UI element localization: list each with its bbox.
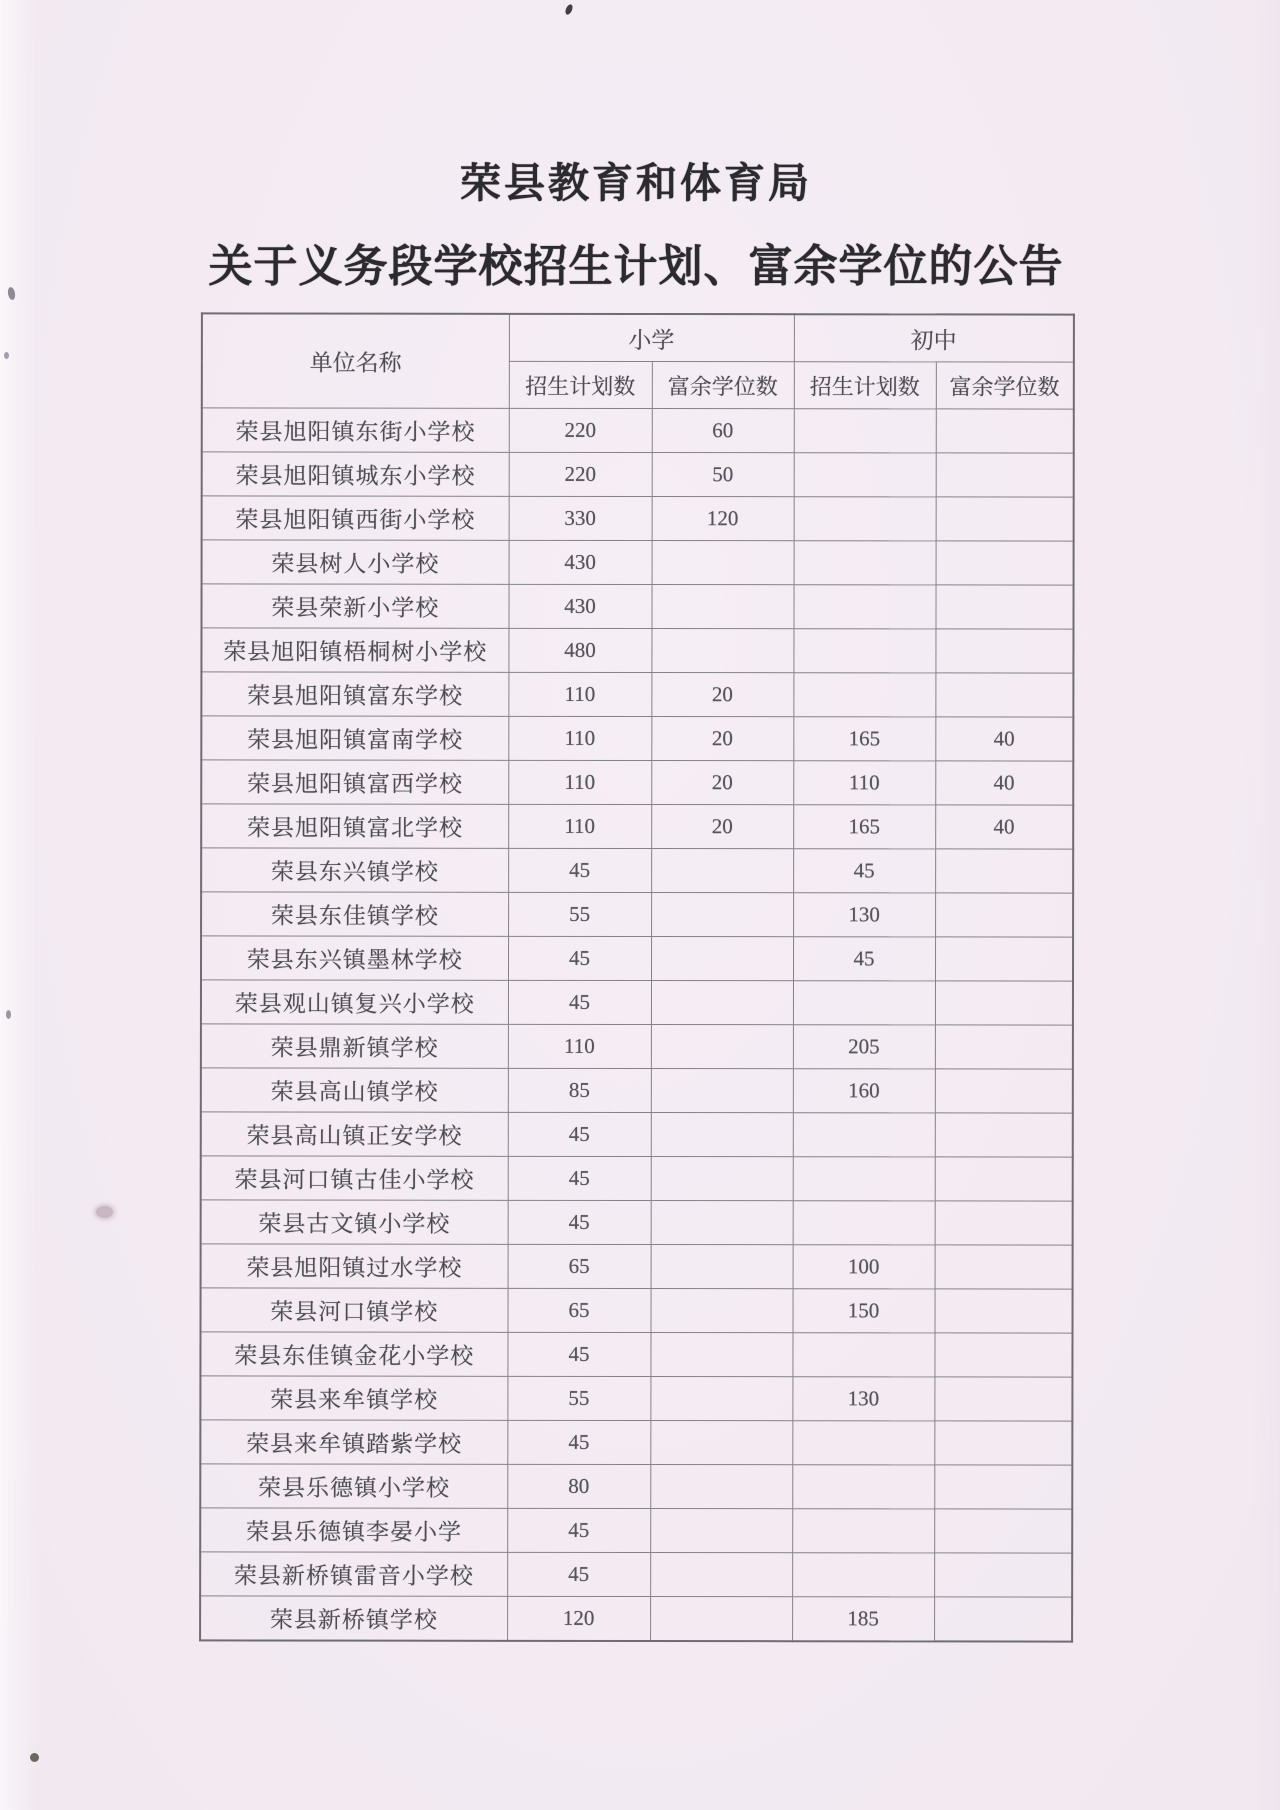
header-primary-surplus: 富余学位数 bbox=[652, 362, 794, 409]
unit-name-cell: 荣县旭阳镇富西学校 bbox=[201, 760, 508, 804]
junior-surplus-cell bbox=[935, 981, 1073, 1025]
unit-name-cell: 荣县河口镇学校 bbox=[201, 1288, 508, 1332]
junior-plan-cell bbox=[793, 981, 935, 1025]
table-body bbox=[200, 408, 1074, 1641]
primary-plan-cell: 110 bbox=[508, 1024, 651, 1068]
primary-surplus-cell bbox=[652, 541, 794, 585]
scan-speck bbox=[564, 3, 574, 15]
header-junior-surplus: 富余学位数 bbox=[936, 362, 1074, 409]
junior-surplus-cell bbox=[935, 1201, 1073, 1245]
unit-name-cell: 荣县旭阳镇富南学校 bbox=[201, 716, 508, 760]
junior-plan-cell bbox=[792, 1421, 934, 1465]
primary-surplus-cell: 120 bbox=[652, 497, 794, 541]
primary-surplus-cell bbox=[650, 1377, 792, 1421]
primary-plan-cell: 330 bbox=[509, 496, 652, 540]
table-header bbox=[202, 313, 1074, 409]
scan-speck bbox=[4, 352, 9, 359]
primary-plan-cell: 45 bbox=[508, 848, 651, 892]
header-unit-name: 单位名称 bbox=[202, 313, 509, 408]
junior-plan-cell bbox=[794, 497, 936, 541]
primary-surplus-cell: 50 bbox=[652, 453, 794, 497]
junior-plan-cell bbox=[794, 541, 936, 585]
unit-name-cell: 荣县旭阳镇过水学校 bbox=[201, 1244, 508, 1288]
table-row bbox=[201, 1200, 1073, 1245]
junior-surplus-cell bbox=[935, 1245, 1073, 1289]
primary-surplus-cell bbox=[651, 893, 793, 937]
junior-plan-cell bbox=[793, 1201, 935, 1245]
enrollment-table bbox=[199, 312, 1075, 1642]
junior-surplus-cell bbox=[935, 1157, 1073, 1201]
table-row bbox=[200, 1596, 1072, 1641]
junior-plan-cell: 165 bbox=[793, 805, 935, 849]
junior-surplus-cell bbox=[935, 629, 1073, 673]
unit-name-cell: 荣县鼎新镇学校 bbox=[201, 1024, 508, 1068]
junior-surplus-cell bbox=[936, 453, 1074, 497]
junior-plan-cell bbox=[793, 585, 935, 629]
junior-plan-cell: 100 bbox=[793, 1245, 935, 1289]
primary-surplus-cell bbox=[651, 585, 793, 629]
unit-name-cell: 荣县来牟镇学校 bbox=[200, 1376, 507, 1420]
table-row bbox=[200, 1420, 1072, 1465]
table-row bbox=[202, 540, 1074, 585]
table-row bbox=[201, 936, 1073, 981]
junior-plan-cell: 160 bbox=[793, 1069, 935, 1113]
unit-name-cell: 荣县旭阳镇东街小学校 bbox=[202, 408, 509, 452]
primary-surplus-cell bbox=[651, 1201, 793, 1245]
table-row bbox=[201, 848, 1073, 893]
unit-name-cell: 荣县古文镇小学校 bbox=[201, 1200, 508, 1244]
scan-speck bbox=[30, 1753, 39, 1762]
junior-surplus-cell bbox=[934, 1553, 1072, 1597]
junior-surplus-cell bbox=[935, 1025, 1073, 1069]
table-row bbox=[202, 496, 1074, 541]
primary-surplus-cell: 20 bbox=[651, 761, 793, 805]
table-row bbox=[202, 452, 1074, 497]
table-row bbox=[201, 1068, 1073, 1113]
table-row bbox=[200, 1508, 1072, 1553]
unit-name-cell: 荣县荣新小学校 bbox=[201, 584, 508, 628]
table-row bbox=[201, 804, 1073, 849]
header-junior-plan: 招生计划数 bbox=[794, 362, 936, 409]
primary-plan-cell: 65 bbox=[508, 1288, 651, 1332]
junior-surplus-cell bbox=[936, 541, 1074, 585]
primary-plan-cell: 55 bbox=[507, 1376, 650, 1420]
primary-plan-cell: 45 bbox=[508, 1156, 651, 1200]
unit-name-cell: 荣县高山镇学校 bbox=[201, 1068, 508, 1112]
primary-plan-cell: 85 bbox=[508, 1068, 651, 1112]
primary-plan-cell: 45 bbox=[508, 980, 651, 1024]
document-header bbox=[200, 150, 1072, 294]
table-row bbox=[201, 584, 1073, 629]
junior-plan-cell: 110 bbox=[793, 761, 935, 805]
junior-plan-cell: 130 bbox=[792, 1377, 934, 1421]
table-row bbox=[201, 1112, 1073, 1157]
primary-surplus-cell: 20 bbox=[651, 673, 793, 717]
primary-plan-cell: 55 bbox=[508, 892, 651, 936]
unit-name-cell: 荣县旭阳镇富北学校 bbox=[201, 804, 508, 848]
unit-name-cell: 荣县高山镇正安学校 bbox=[201, 1112, 508, 1156]
primary-surplus-cell bbox=[650, 1333, 792, 1377]
junior-plan-cell bbox=[793, 673, 935, 717]
scan-speck bbox=[7, 286, 16, 300]
primary-plan-cell: 45 bbox=[508, 936, 651, 980]
table-row bbox=[200, 1552, 1072, 1597]
primary-surplus-cell bbox=[651, 981, 793, 1025]
unit-name-cell: 荣县旭阳镇梧桐树小学校 bbox=[201, 628, 508, 672]
primary-surplus-cell bbox=[651, 1069, 793, 1113]
junior-surplus-cell bbox=[935, 893, 1073, 937]
unit-name-cell: 荣县旭阳镇西街小学校 bbox=[202, 496, 509, 540]
table-row bbox=[202, 408, 1074, 453]
junior-plan-cell: 45 bbox=[793, 849, 935, 893]
primary-plan-cell: 45 bbox=[507, 1332, 650, 1376]
primary-plan-cell: 220 bbox=[509, 408, 652, 452]
junior-plan-cell bbox=[793, 1157, 935, 1201]
primary-surplus-cell bbox=[650, 1465, 792, 1509]
primary-surplus-cell: 20 bbox=[651, 805, 793, 849]
table-row bbox=[200, 1464, 1072, 1509]
unit-name-cell: 荣县新桥镇学校 bbox=[200, 1596, 507, 1640]
unit-name-cell: 荣县乐德镇小学校 bbox=[200, 1464, 507, 1508]
unit-name-cell: 荣县东佳镇学校 bbox=[201, 892, 508, 936]
junior-surplus-cell bbox=[935, 849, 1073, 893]
primary-surplus-cell bbox=[650, 1597, 792, 1641]
unit-name-cell: 荣县东兴镇学校 bbox=[201, 848, 508, 892]
primary-plan-cell: 110 bbox=[508, 804, 651, 848]
junior-surplus-cell bbox=[934, 1509, 1072, 1553]
primary-surplus-cell: 60 bbox=[652, 409, 794, 453]
unit-name-cell: 荣县河口镇古佳小学校 bbox=[201, 1156, 508, 1200]
junior-surplus-cell bbox=[935, 585, 1073, 629]
primary-plan-cell: 45 bbox=[507, 1552, 650, 1596]
table-row bbox=[201, 628, 1073, 673]
table-row bbox=[201, 716, 1073, 761]
junior-plan-cell: 45 bbox=[793, 937, 935, 981]
unit-name-cell: 荣县新桥镇雷音小学校 bbox=[200, 1552, 507, 1596]
junior-plan-cell bbox=[792, 1509, 934, 1553]
primary-plan-cell: 480 bbox=[508, 628, 651, 672]
table-row bbox=[201, 1244, 1073, 1289]
primary-surplus-cell bbox=[651, 629, 793, 673]
table-row bbox=[201, 760, 1073, 805]
table-row bbox=[201, 1288, 1073, 1333]
primary-plan-cell: 220 bbox=[509, 452, 652, 496]
table-row bbox=[201, 672, 1073, 717]
junior-plan-cell: 150 bbox=[793, 1289, 935, 1333]
junior-surplus-cell: 40 bbox=[935, 805, 1073, 849]
primary-plan-cell: 45 bbox=[508, 1112, 651, 1156]
primary-surplus-cell bbox=[650, 1553, 792, 1597]
junior-plan-cell bbox=[794, 453, 936, 497]
junior-surplus-cell bbox=[936, 409, 1074, 453]
header-group-primary: 小学 bbox=[509, 314, 794, 362]
title-line-2: 关于义务段学校招生计划、富余学位的公告 bbox=[208, 242, 1064, 291]
primary-plan-cell: 45 bbox=[508, 1200, 651, 1244]
unit-name-cell: 荣县旭阳镇富东学校 bbox=[201, 672, 508, 716]
primary-surplus-cell bbox=[651, 1289, 793, 1333]
junior-plan-cell bbox=[792, 1465, 934, 1509]
unit-name-cell: 荣县乐德镇李晏小学 bbox=[200, 1508, 507, 1552]
primary-plan-cell: 110 bbox=[508, 716, 651, 760]
junior-plan-cell: 130 bbox=[793, 893, 935, 937]
primary-surplus-cell: 20 bbox=[651, 717, 793, 761]
junior-plan-cell bbox=[792, 1553, 934, 1597]
primary-plan-cell: 65 bbox=[508, 1244, 651, 1288]
junior-surplus-cell bbox=[936, 497, 1074, 541]
junior-surplus-cell bbox=[934, 1597, 1072, 1641]
primary-plan-cell: 80 bbox=[507, 1464, 650, 1508]
primary-plan-cell: 45 bbox=[507, 1508, 650, 1552]
header-primary-plan: 招生计划数 bbox=[509, 361, 652, 408]
primary-plan-cell: 120 bbox=[507, 1596, 650, 1640]
primary-plan-cell: 45 bbox=[507, 1420, 650, 1464]
junior-surplus-cell: 40 bbox=[935, 717, 1073, 761]
primary-plan-cell: 110 bbox=[508, 760, 651, 804]
scan-speck bbox=[96, 1206, 113, 1218]
junior-surplus-cell bbox=[934, 1377, 1072, 1421]
junior-surplus-cell bbox=[934, 1421, 1072, 1465]
table-row bbox=[201, 892, 1073, 937]
junior-plan-cell bbox=[794, 409, 936, 453]
unit-name-cell: 荣县来牟镇踏紫学校 bbox=[200, 1420, 507, 1464]
primary-surplus-cell bbox=[651, 1113, 793, 1157]
junior-surplus-cell bbox=[935, 1113, 1073, 1157]
primary-surplus-cell bbox=[651, 1157, 793, 1201]
primary-surplus-cell bbox=[651, 1025, 793, 1069]
junior-surplus-cell bbox=[934, 1333, 1072, 1377]
junior-surplus-cell bbox=[934, 1465, 1072, 1509]
primary-plan-cell: 110 bbox=[508, 672, 651, 716]
table-row bbox=[201, 1156, 1073, 1201]
primary-surplus-cell bbox=[651, 937, 793, 981]
header-group-junior: 初中 bbox=[794, 314, 1074, 362]
primary-surplus-cell bbox=[651, 1245, 793, 1289]
junior-surplus-cell bbox=[935, 937, 1073, 981]
unit-name-cell: 荣县树人小学校 bbox=[202, 540, 509, 584]
unit-name-cell: 荣县东佳镇金花小学校 bbox=[200, 1332, 507, 1376]
junior-plan-cell bbox=[793, 629, 935, 673]
junior-plan-cell: 185 bbox=[792, 1597, 934, 1641]
primary-surplus-cell bbox=[650, 1509, 792, 1553]
unit-name-cell: 荣县观山镇复兴小学校 bbox=[201, 980, 508, 1024]
unit-name-cell: 荣县东兴镇墨林学校 bbox=[201, 936, 508, 980]
junior-surplus-cell: 40 bbox=[935, 761, 1073, 805]
unit-name-cell: 荣县旭阳镇城东小学校 bbox=[202, 452, 509, 496]
junior-plan-cell: 165 bbox=[793, 717, 935, 761]
primary-plan-cell: 430 bbox=[509, 540, 652, 584]
junior-plan-cell bbox=[793, 1113, 935, 1157]
junior-plan-cell: 205 bbox=[793, 1025, 935, 1069]
junior-plan-cell bbox=[792, 1333, 934, 1377]
title-line-1: 荣县教育和体育局 bbox=[460, 160, 812, 206]
table-row bbox=[201, 980, 1073, 1025]
primary-plan-cell: 430 bbox=[508, 584, 651, 628]
primary-surplus-cell bbox=[651, 849, 793, 893]
junior-surplus-cell bbox=[935, 1069, 1073, 1113]
primary-surplus-cell bbox=[650, 1421, 792, 1465]
scan-speck bbox=[6, 1010, 11, 1019]
junior-surplus-cell bbox=[935, 1289, 1073, 1333]
junior-surplus-cell bbox=[935, 673, 1073, 717]
table-row bbox=[200, 1332, 1072, 1377]
table-row bbox=[200, 1376, 1072, 1421]
table-row bbox=[201, 1024, 1073, 1069]
